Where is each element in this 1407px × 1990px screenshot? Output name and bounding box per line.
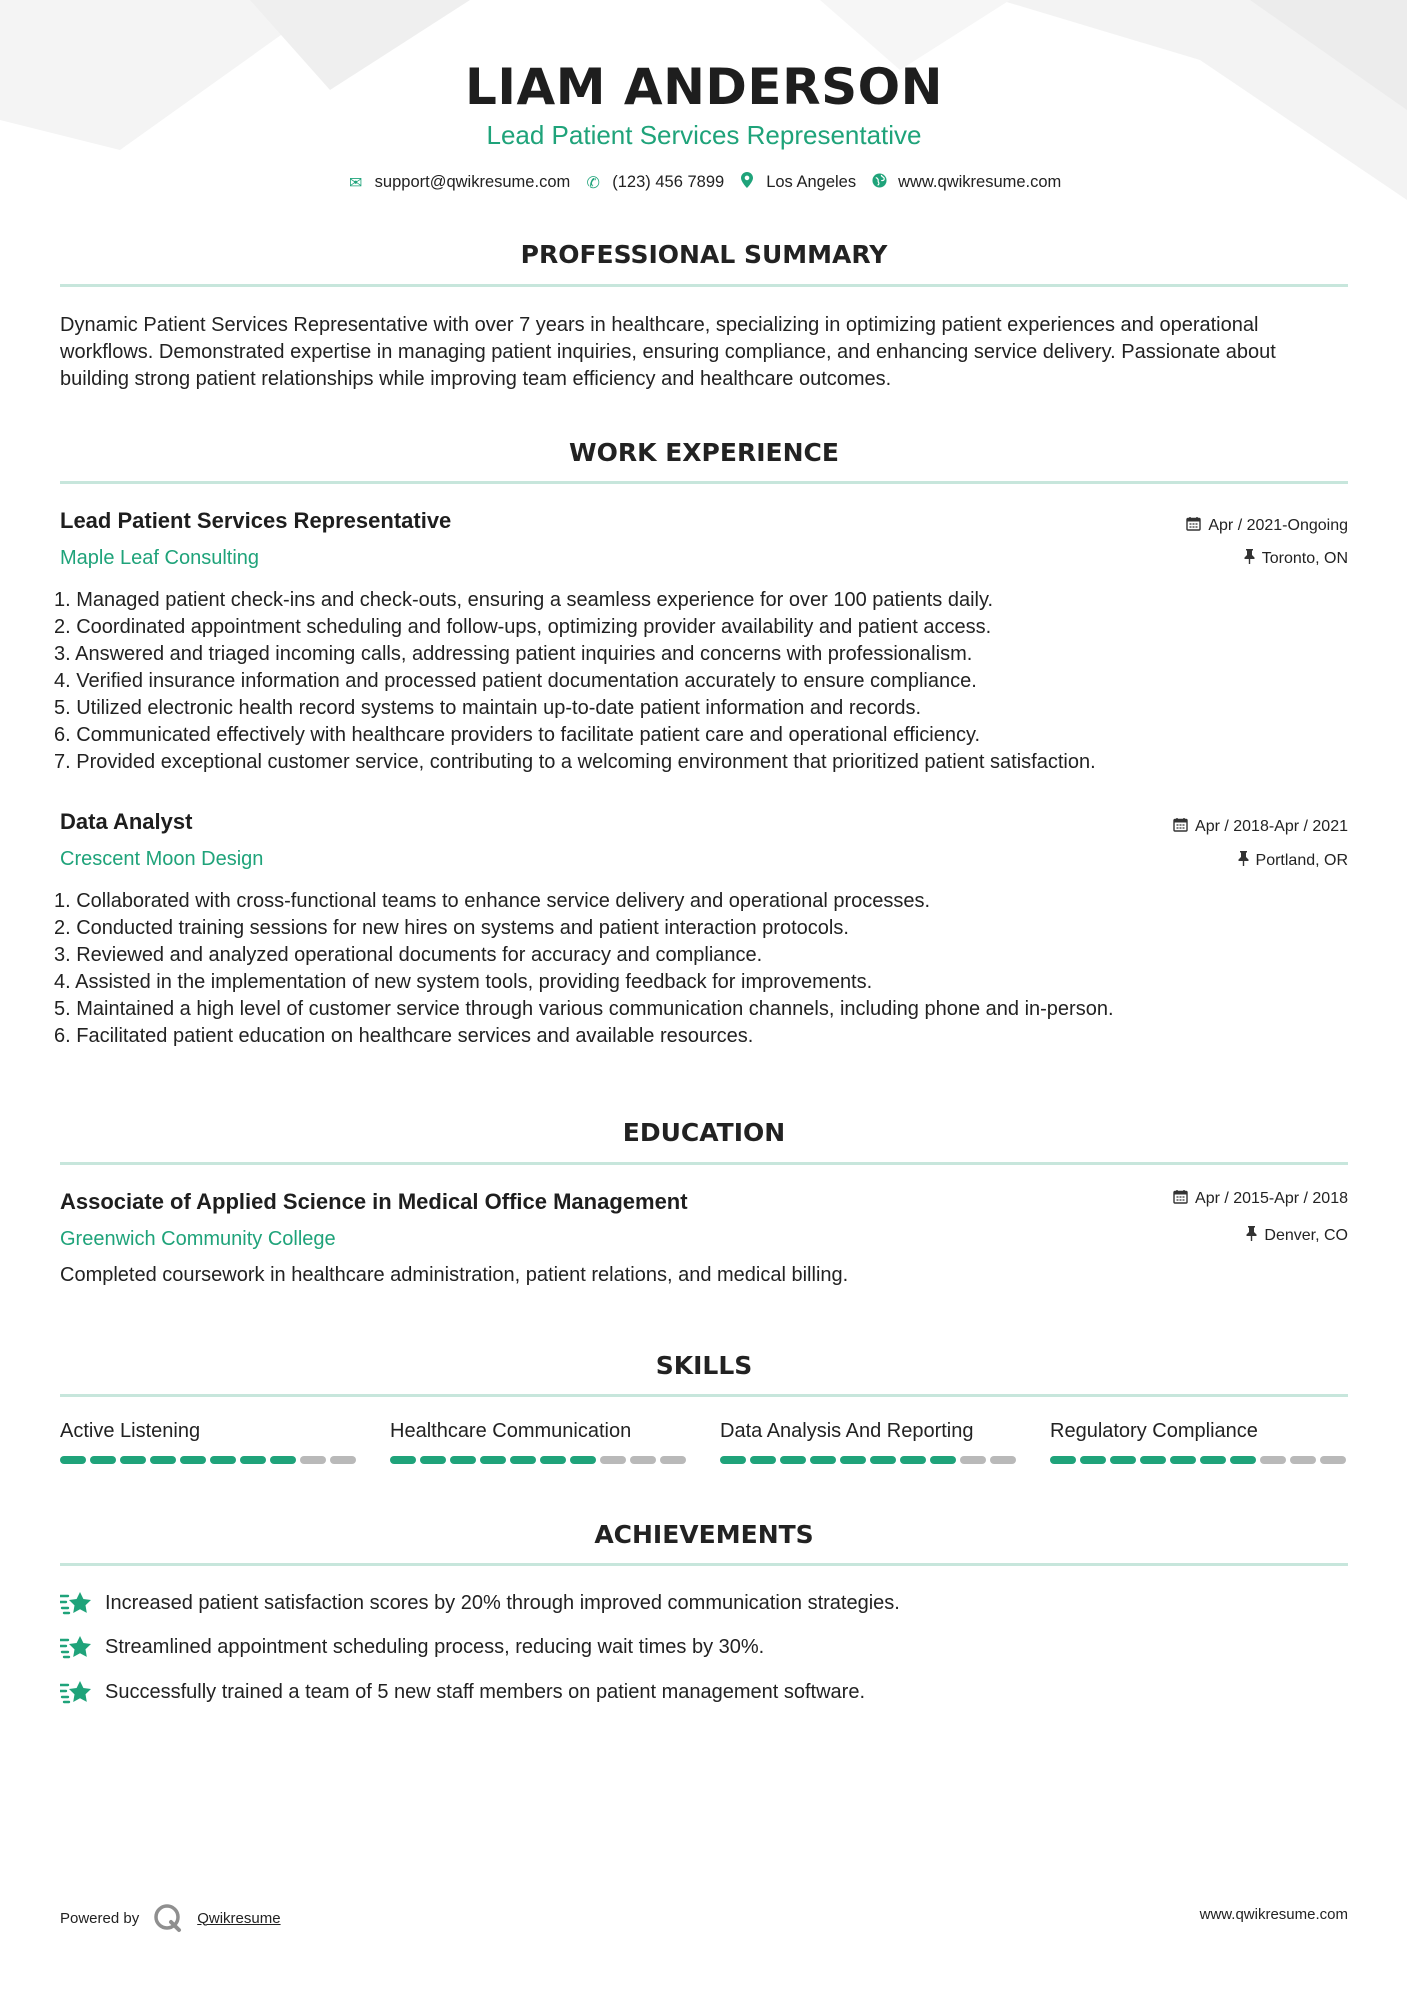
calendar-icon [1173, 1189, 1188, 1208]
list-item: 1. Managed patient check-ins and check-outs, ensuring a seamless experience for over 100 patients daily. [54, 589, 994, 611]
skill-segment-filled [1140, 1456, 1166, 1464]
candidate-name: LIAM ANDERSON [465, 58, 943, 116]
skill-segment-filled [450, 1456, 476, 1464]
skill-segment-empty [630, 1456, 656, 1464]
skill-segment-filled [210, 1456, 236, 1464]
section-title-skills: SKILLS [655, 1351, 753, 1380]
job-location: Portland, OR [1238, 851, 1348, 870]
summary-text: Dynamic Patient Services Representative with over 7 years in healthcare, specializing in optimizing patient experiences and operational workflows. Demonstrated expertise in managing patient inquiries, ensuring compliance, and enhancing service delivery. Passionate about building strong patient relationships while improving team efficiency and healthcare outcomes. [60, 314, 1276, 390]
list-item: 5. Utilized electronic health record systems to maintain up-to-date patient information and records. [54, 697, 922, 719]
skill-segment-empty [600, 1456, 626, 1464]
skill-segment-filled [870, 1456, 896, 1464]
skill-segment-empty [1320, 1456, 1346, 1464]
skill-segment-filled [840, 1456, 866, 1464]
skill-item [390, 1420, 690, 1464]
skill-segment-filled [480, 1456, 506, 1464]
skill-item [720, 1420, 1020, 1464]
star-badge-icon [60, 1590, 93, 1616]
job-bullets [54, 587, 1354, 776]
skill-level-bar [1050, 1456, 1350, 1464]
job-dates: Apr / 2018-Apr / 2021 [1173, 817, 1348, 836]
skill-segment-filled [1110, 1456, 1136, 1464]
calendar-icon [1173, 817, 1188, 836]
list-item: 4. Assisted in the implementation of new system tools, providing feedback for improvements. [54, 971, 873, 993]
skill-segment-empty [330, 1456, 356, 1464]
phone-icon: ✆ [586, 174, 600, 192]
skill-segment-filled [270, 1456, 296, 1464]
skill-segment-empty [1290, 1456, 1316, 1464]
skill-segment-filled [1170, 1456, 1196, 1464]
section-title-experience: WORK EXPERIENCE [569, 438, 839, 467]
skill-name: Data Analysis And Reporting [720, 1420, 974, 1442]
list-item: 4. Verified insurance information and processed patient documentation accurately to ensure compliance. [54, 670, 977, 692]
job-bullets [54, 888, 1354, 1050]
footer-powered-by: Powered by Qwikresume [60, 1903, 281, 1933]
skill-segment-filled [420, 1456, 446, 1464]
list-item: 3. Reviewed and analyzed operational documents for accuracy and compliance. [54, 944, 763, 966]
skill-segment-filled [90, 1456, 116, 1464]
footer-website[interactable]: www.qwikresume.com [1199, 1906, 1348, 1923]
skill-segment-filled [60, 1456, 86, 1464]
degree-title: Associate of Applied Science in Medical Office Management [60, 1189, 688, 1214]
list-item: 5. Maintained a high level of customer service through various communication channels, including phone and in-person. [54, 998, 1114, 1020]
skill-segment-empty [660, 1456, 686, 1464]
achievement-item: Successfully trained a team of 5 new staff members on patient management software. [60, 1679, 865, 1705]
skill-segment-filled [1080, 1456, 1106, 1464]
list-item: 6. Facilitated patient education on healthcare services and available resources. [54, 1025, 754, 1047]
skill-segment-filled [120, 1456, 146, 1464]
section-divider [60, 1162, 1348, 1165]
contact-location: Los Angeles [738, 172, 856, 193]
education-description: Completed coursework in healthcare administration, patient relations, and medical billing. [60, 1264, 849, 1286]
skill-name: Healthcare Communication [390, 1420, 632, 1442]
skill-name: Regulatory Compliance [1050, 1420, 1258, 1442]
contact-phone[interactable]: ✆ (123) 456 7899 [584, 173, 724, 193]
qwikresume-logo-icon [153, 1903, 183, 1933]
globe-icon [870, 173, 888, 193]
skill-name: Active Listening [60, 1420, 201, 1442]
skill-segment-filled [180, 1456, 206, 1464]
skill-item [60, 1420, 360, 1464]
skill-item [1050, 1420, 1350, 1464]
section-title-education: EDUCATION [622, 1118, 786, 1147]
skill-segment-filled [150, 1456, 176, 1464]
job-dates: Apr / 2021-Ongoing [1186, 516, 1348, 535]
list-item: 2. Coordinated appointment scheduling and follow-ups, optimizing provider availability and patient access. [54, 616, 992, 638]
star-badge-icon [60, 1634, 93, 1660]
education-dates: Apr / 2015-Apr / 2018 [1173, 1189, 1348, 1208]
skill-segment-empty [990, 1456, 1016, 1464]
contact-email[interactable]: ✉ support@qwikresume.com [347, 173, 571, 193]
achievement-item: Streamlined appointment scheduling process, reducing wait times by 30%. [60, 1634, 764, 1660]
contact-website[interactable]: www.qwikresume.com [870, 173, 1061, 193]
pushpin-icon [1246, 1226, 1257, 1245]
skill-segment-filled [900, 1456, 926, 1464]
list-item: 6. Communicated effectively with healthcare providers to facilitate patient care and operational efficiency. [54, 724, 981, 746]
section-divider [60, 284, 1348, 287]
pushpin-icon [1244, 549, 1255, 568]
skill-level-bar [390, 1456, 690, 1464]
section-divider [60, 1394, 1348, 1397]
brand-link[interactable]: Qwikresume [197, 1909, 281, 1927]
company-name: Crescent Moon Design [60, 848, 264, 870]
skill-segment-filled [930, 1456, 956, 1464]
section-title-summary: PROFESSIONAL SUMMARY [520, 240, 888, 269]
skill-segment-filled [570, 1456, 596, 1464]
skill-segment-filled [780, 1456, 806, 1464]
skill-level-bar [720, 1456, 1020, 1464]
section-title-achievements: ACHIEVEMENTS [594, 1520, 814, 1549]
skill-segment-filled [1200, 1456, 1226, 1464]
job-title: Data Analyst [60, 809, 193, 834]
skill-segment-empty [1260, 1456, 1286, 1464]
skill-segment-empty [300, 1456, 326, 1464]
pushpin-icon [1238, 851, 1249, 870]
education-location: Denver, CO [1246, 1226, 1348, 1245]
list-item: 3. Answered and triaged incoming calls, addressing patient inquiries and concerns with professionalism. [54, 643, 973, 665]
skill-segment-filled [1050, 1456, 1076, 1464]
envelope-icon: ✉ [348, 174, 363, 192]
map-pin-icon [738, 172, 756, 193]
list-item: 1. Collaborated with cross-functional teams to enhance service delivery and operational processes. [54, 890, 931, 912]
list-item: 7. Provided exceptional customer service, contributing to a welcoming environment that prioritized patient satisfaction. [54, 751, 1096, 773]
skill-segment-filled [750, 1456, 776, 1464]
skill-segment-filled [390, 1456, 416, 1464]
skill-level-bar [60, 1456, 360, 1464]
section-divider [60, 481, 1348, 484]
company-name: Maple Leaf Consulting [60, 547, 260, 569]
calendar-icon [1186, 516, 1201, 535]
skill-segment-filled [810, 1456, 836, 1464]
contact-bar [60, 172, 1348, 193]
skill-segment-filled [720, 1456, 746, 1464]
achievement-item: Increased patient satisfaction scores by 20% through improved communication strategies. [60, 1590, 900, 1616]
skill-segment-filled [1230, 1456, 1256, 1464]
school-name: Greenwich Community College [60, 1228, 336, 1250]
skill-segment-filled [510, 1456, 536, 1464]
job-title: Lead Patient Services Representative [60, 508, 452, 533]
star-badge-icon [60, 1679, 93, 1705]
skill-segment-empty [960, 1456, 986, 1464]
candidate-role: Lead Patient Services Representative [486, 120, 922, 150]
job-location: Toronto, ON [1244, 549, 1348, 568]
list-item: 2. Conducted training sessions for new hires on systems and patient interaction protocols. [54, 917, 849, 939]
section-divider [60, 1563, 1348, 1566]
skill-segment-filled [540, 1456, 566, 1464]
skill-segment-filled [240, 1456, 266, 1464]
